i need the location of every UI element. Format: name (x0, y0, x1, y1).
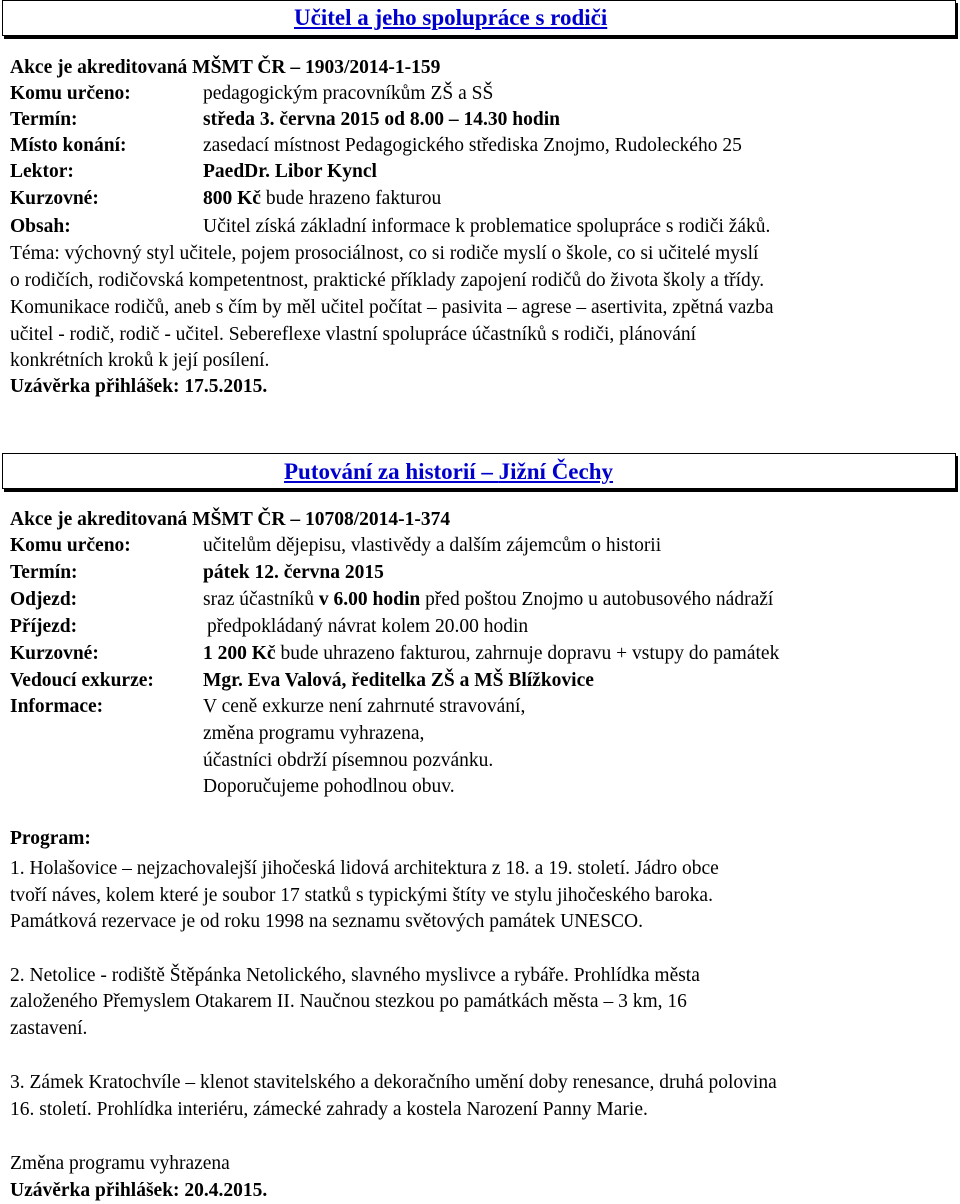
program-item-line: založeného Přemyslem Otakarem II. Naučnou stezkou po památkách města – 3 km, 16 (10, 991, 687, 1012)
program-item-line: 2. Netolice - rodiště Štěpánka Netolického, slavného myslivce a rybáře. Prohlídka města (10, 965, 700, 986)
course2-info-line: účastníci obdrží písemnou pozvánku. (203, 750, 494, 771)
course2-label-departure: Odjezd: (10, 589, 78, 610)
course2-arrival: předpokládaný návrat kolem 20.00 hodin (207, 616, 529, 637)
course2-accreditation: Akce je akreditovaná MŠMT ČR – 10708/2014-1-374 (10, 509, 451, 530)
program-item-line: 16. století. Prohlídka interiéru, zámecké zahrady a kostela Narození Panny Marie. (10, 1099, 648, 1120)
course1-label-venue: Místo konání: (10, 135, 127, 156)
course1-fee-amount: 800 Kč (203, 188, 261, 209)
course1-label-lecturer: Lektor: (10, 161, 74, 182)
course2-audience: učitelům dějepisu, vlastivědy a dalším zájemcům o historii (203, 535, 662, 556)
program-item-line: 1. Holašovice – nejzachovalejší jihočeská lidová architektura z 18. a 19. století. Jádro obce (10, 858, 719, 879)
course2-departure-place: před poštou Znojmo u autobusového nádraží (420, 589, 774, 610)
course2-title-part1: Putování za historií – (284, 459, 499, 484)
course1-desc-line: o rodičích, rodičovská kompetentnost, praktické příklady zapojení rodičů do života školy a třídy. (10, 270, 765, 291)
course1-desc-line: konkrétních kroků k její posílení. (10, 350, 270, 371)
course1-lecturer: PaedDr. Libor Kyncl (203, 161, 377, 182)
course1-title: Učitel a jeho spolupráce s rodiči (294, 5, 608, 30)
course2-change-note: Změna programu vyhrazena (10, 1153, 230, 1174)
program-item-line: Památková rezervace je od roku 1998 na seznamu světových památek UNESCO. (10, 911, 644, 932)
course1-audience: pedagogickým pracovníkům ZŠ a SŠ (203, 83, 494, 104)
course2-label-info: Informace: (10, 696, 104, 717)
course1-desc-line: Komunikace rodičů, aneb s čím by měl učitel počítat – pasivita – agrese – asertivita, zpětná vazba (10, 297, 774, 318)
course2-label-arrival: Příjezd: (10, 616, 78, 637)
course2-departure-pre: sraz účastníků (203, 589, 319, 610)
course2-label-audience: Komu určeno: (10, 535, 131, 556)
course1-desc-line: učitel - rodič, rodič - učitel. Sebereflexe vlastní spolupráce účastníků s rodiči, plánování (10, 324, 697, 345)
course2-fee-note: bude uhrazeno fakturou, zahrnuje dopravu + vstupy do památek (275, 643, 780, 664)
course1-fee-note: bude hrazeno fakturou (260, 188, 442, 209)
program-item-line: zastavení. (10, 1018, 88, 1039)
course2-leader: Mgr. Eva Valová, ředitelka ZŠ a MŠ Blížkovice (203, 670, 594, 691)
course2-label-leader: Vedoucí exkurze: (10, 670, 154, 691)
program-heading: Program: (10, 828, 91, 849)
program-item-line: tvoří náves, kolem které je soubor 17 statků s typickými štíty ve stylu jihočeského baroka. (10, 885, 713, 906)
course2-info: V ceně exkurze není zahrnuté stravování, (203, 696, 526, 717)
course1-label-content: Obsah: (10, 216, 71, 237)
course2-title-part2: Jižní Čechy (498, 459, 614, 484)
course2-info-line: Doporučujeme pohodlnou obuv. (203, 776, 455, 797)
course2-title (284, 455, 613, 489)
course2-departure-time: v 6.00 hodin (318, 589, 421, 610)
course1-deadline: Uzávěrka přihlášek: 17.5.2015. (10, 376, 268, 397)
course1-label-audience: Komu určeno: (10, 83, 131, 104)
course1-content: Učitel získá základní informace k problematice spolupráce s rodiči žáků. (203, 216, 771, 237)
course1-date: středa 3. června 2015 od 8.00 – 14.30 hodin (203, 109, 560, 130)
course1-label-date: Termín: (10, 109, 78, 130)
course2-deadline: Uzávěrka přihlášek: 20.4.2015. (10, 1180, 268, 1201)
course2-date: pátek 12. června 2015 (203, 562, 384, 583)
course1-label-fee: Kurzovné: (10, 188, 99, 209)
course2-departure (203, 587, 773, 613)
course1-desc-line: Téma: výchovný styl učitele, pojem prosociálnost, co si rodiče myslí o škole, co si učitelé myslí (10, 243, 759, 264)
course2-info-line: změna programu vyhrazena, (203, 723, 425, 744)
course2-fee (203, 641, 779, 667)
course1-fee (203, 186, 441, 212)
course1-accreditation: Akce je akreditovaná MŠMT ČR – 1903/2014-1-159 (10, 57, 441, 78)
course2-fee-amount: 1 200 Kč (203, 643, 276, 664)
course2-label-date: Termín: (10, 562, 78, 583)
program-item-line: 3. Zámek Kratochvíle – klenot stavitelského a dekoračního umění doby renesance, druhá polovina (10, 1072, 777, 1093)
course1-venue: zasedací místnost Pedagogického střediska Znojmo, Rudoleckého 25 (203, 135, 742, 156)
course2-label-fee: Kurzovné: (10, 643, 99, 664)
